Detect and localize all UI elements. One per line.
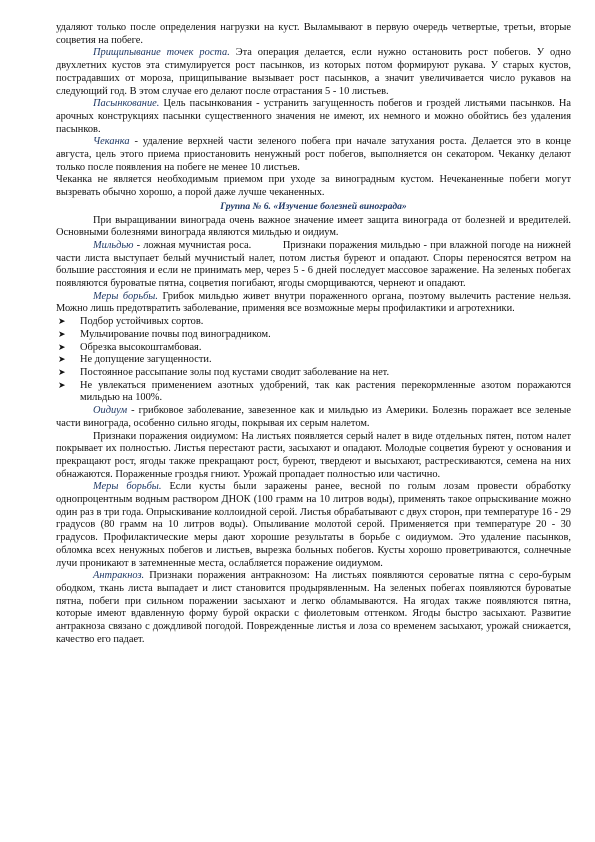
anthracnose-term: Антракноз. bbox=[93, 570, 145, 582]
list-item bbox=[56, 354, 571, 367]
list-item-text: Не допущение загущенности. bbox=[80, 354, 212, 366]
pinching-paragraph bbox=[56, 47, 571, 98]
arrowhead-bullet-icon: ➤ bbox=[58, 317, 66, 328]
mildew-text: - ложная мучнистая роса. Признаки поражения мильдью - при влажной погоде на нижней части листа выступает белый мучнистый налет, потом листья буреют и опадают. Споры переносятся ветром на большие расстояния и если не принимать мер, через 5 - 6 дней последует массовое заражение. На зеленых побегах появляются буроватые пятна, соцветия погибают, ягоды сморщиваются, чернеют и опадают. bbox=[56, 239, 574, 290]
mildew-term: Мильдью bbox=[93, 239, 134, 251]
list-item bbox=[56, 329, 571, 342]
oidium-measures-term: Меры борьбы. bbox=[93, 481, 162, 493]
list-item-text: Постоянное рассыпание золы под кустами сводит заболевание на нет. bbox=[80, 366, 390, 378]
topping-term: Чеканка bbox=[93, 136, 130, 148]
suckering-paragraph bbox=[56, 98, 571, 136]
list-item-text: Мульчирование почвы под виноградником. bbox=[80, 328, 271, 340]
list-item bbox=[56, 316, 571, 329]
list-item bbox=[56, 342, 571, 355]
document-page bbox=[56, 22, 574, 646]
arrowhead-bullet-icon: ➤ bbox=[58, 329, 66, 340]
topping-note: Чеканка не является необходимым приемом при уходе за виноградным кустом. Нечеканенные побеги могут вызревать обычно хорошо, а порой даже лучше чеканенных. bbox=[56, 174, 571, 199]
mildew-measures-list bbox=[56, 316, 571, 405]
suckering-term: Пасынкование. bbox=[93, 98, 160, 110]
anthracnose-text: Признаки поражения антракнозом: На листьях появляются сероватые пятна с серо-бурым ободком, ткань листа выпадает и лист становится продырявленным. На зеленых побегах появляются буроватые пятна, побеги при сильном поражении засыхают и легко обламываются. На ягодах также появляются пятна, которые имеют вдавленную форму бурой окраски с фиолетовым оттенком. Ягоды быстро засыхают. Развитие антракноза связано с дождливой погодой. Поврежденные листья и лоза со временем засыхают, урожай снижается, качество его падает. bbox=[56, 570, 571, 645]
pinching-term: Прищипывание точек роста. bbox=[93, 47, 230, 59]
arrowhead-bullet-icon: ➤ bbox=[58, 367, 66, 378]
oidium-paragraph bbox=[56, 405, 571, 430]
suckering-text: Цель пасынкования - устранить загущенность побегов и гроздей листьями пасынков. На арочных конструкциях пасынки существенного значения не имеют, их немного и можно обойтись без удаления пасынков. bbox=[56, 98, 571, 135]
intro-text: удаляют только после определения нагрузки на куст. Выламывают в первую очередь четвертые, третьи, вторые соцветия на побеге. bbox=[56, 22, 571, 46]
list-item bbox=[56, 367, 571, 380]
diseases-intro: При выращивании винограда очень важное значение имеет защита винограда от болезней и вредителей. Основными болезнями винограда являются мильдью и оидиум. bbox=[56, 214, 571, 239]
topping-text: - удаление верхней части зеленого побега при начале затухания роста. Делается это в конце августа, цель этого приема приостановить ненужный рост побегов, выполняется он секатором. Чеканку делают только после появления на побеге не менее 10 листьев. bbox=[56, 136, 571, 173]
arrowhead-bullet-icon: ➤ bbox=[58, 342, 66, 353]
topping-paragraph bbox=[56, 136, 571, 174]
oidium-signs: Признаки поражения оидиумом: На листьях появляется серый налет в виде отдельных пятен, потом налет покрывает их полностью. Листья перестают расти, засыхают и опадают. Молодые соцветия буреют у основания и прекращают рост, ягоды также прекращают рост, буреют, твердеют и высыхают, растрескиваются, семена на них обнажаются. Пораженные гроздья гниют. Урожай пропадает полностью или частично. bbox=[56, 430, 571, 480]
mildew-measures-text: Грибок мильдью живет внутри пораженного органа, поэтому вылечить растение нельзя. Можно лишь предотвратить заболевание, применяя все возможные меры профилактики и агротехники. bbox=[56, 290, 571, 315]
anthracnose-paragraph bbox=[56, 570, 571, 646]
oidium-text: - грибковое заболевание, завезенное как и мильдью из Америки. Болезнь поражает все зеленые части винограда, особенно сильно ягоды, покрывая их серым налетом. bbox=[56, 405, 571, 429]
list-item bbox=[56, 380, 571, 405]
arrowhead-bullet-icon: ➤ bbox=[58, 380, 66, 391]
oidium-measures-paragraph bbox=[56, 481, 571, 570]
intro-paragraph bbox=[56, 22, 571, 47]
oidium-term: Оидиум bbox=[93, 405, 128, 417]
group-heading: Группа № 6. «Изучение болезней винограда» bbox=[220, 200, 407, 212]
list-item-text: Подбор устойчивых сортов. bbox=[80, 316, 204, 328]
list-item-text: Не увлекаться применением азотных удобрений, так как растения перекормленные азотом поражаются мильдью на 100%. bbox=[80, 379, 571, 404]
mildew-paragraph bbox=[56, 239, 574, 291]
mildew-measures-term: Меры борьбы. bbox=[93, 290, 158, 302]
oidium-measures-text: Если кусты были заражены ранее, весной по голым лозам провести обработку однопроцентным водным раствором ДНОК (100 грамм на 10 литров воды), применять такое опрыскивание можно один раз в три года. Опрыскивание коллоидной серой. Листья обрабатывают с двух сторон, при температуре 16 - 29 градусов (80 грамм на 10 литров воды). Опыливание молотой серой. Применяется при температуре 20 - 30 градусов. Профилактические меры дают хорошие результаты в борьбе с оидиумом. Это удаление пасынков, обломка всех ненужных побегов и листьев, вырезка больных побегов. Кусты хорошо проветриваются, солнечные лучи проникают в затемненные места, ослабляется поражение оидиумом. bbox=[56, 481, 571, 569]
mildew-measures-paragraph bbox=[56, 291, 571, 316]
list-item-text: Обрезка высокоштамбовая. bbox=[80, 341, 202, 353]
arrowhead-bullet-icon: ➤ bbox=[58, 355, 66, 366]
pinching-text: Эта операция делается, если нужно остановить рост побегов. У одно двухлетних кустов эта стимулируется рост пасынков, из которых потом формируют рукава. У старых кустов, пострадавших от мороза, прищипывание вызывает рост пасынков, а значит увеличивается число рукавов на следующий год. В этом случае его делают после отрастания 5 - 10 листьев. bbox=[56, 47, 571, 97]
